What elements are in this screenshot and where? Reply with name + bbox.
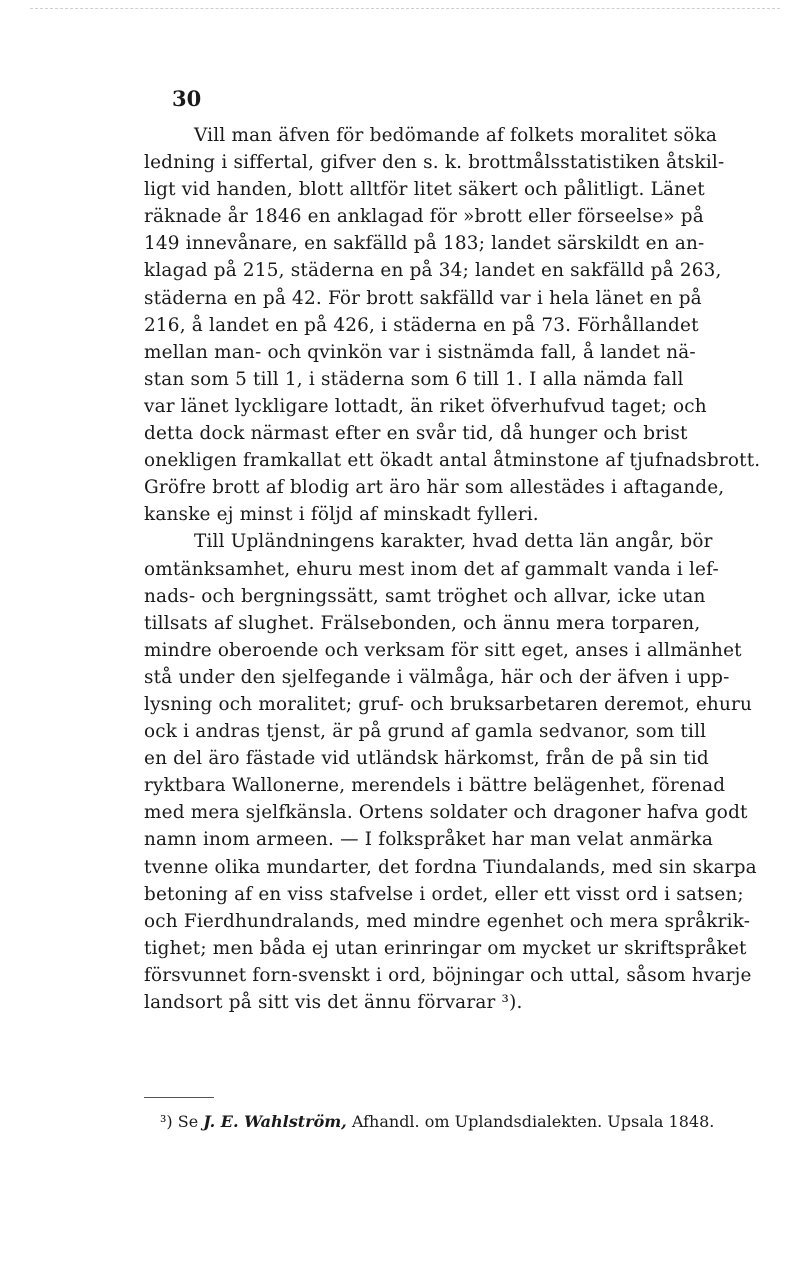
text-line: tighet; men båda ej utan erinringar om mycket ur skriftspråket [144, 937, 747, 959]
text-line: kanske ej minst i följd af minskadt fylleri. [144, 504, 539, 526]
text-line: ryktbara Wallonerne, merendels i bättre belägenhet, förenad [144, 775, 726, 797]
footnote-prefix: Se [177, 1112, 199, 1131]
text-line: lysning och moralitet; gruf- och bruksarbetaren deremot, ehuru [144, 693, 753, 715]
text-line: nads- och bergningssätt, samt tröghet och allvar, icke utan [144, 585, 706, 607]
footnote-divider [144, 1097, 214, 1098]
page-number: 30 [172, 86, 202, 111]
text-line: Gröfre brott af blodig art äro här som allestädes i aftagande, [144, 477, 725, 499]
footnote [160, 1112, 714, 1131]
footnote-author: J. E. Wahlström, [203, 1112, 347, 1131]
text-line: landsort på sitt vis det ännu förvarar ³). [144, 992, 523, 1013]
page-top-edge [30, 8, 780, 9]
text-line: ligt vid handen, blott alltför litet säkert och pålitligt. Länet [144, 179, 705, 201]
text-line: tvenne olika mundarter, det fordna Tiundalands, med sin skarpa [144, 856, 757, 878]
text-line: stå under den sjelfegande i välmåga, här och der äfven i upp- [144, 666, 730, 688]
text-line: klagad på 215, städerna en på 34; landet en sakfälld på 263, [144, 260, 722, 282]
text-line: en del äro fästade vid utländsk härkomst, från de på sin tid [144, 748, 709, 770]
text-line: och Fierdhundralands, med mindre egenhet och mera språkrik- [144, 910, 751, 932]
text-line: 216, å landet en på 426, i städerna en på 73. Förhållandet [144, 314, 699, 336]
text-line: tillsats af slughet. Frälsebonden, och ännu mera torparen, [144, 612, 701, 634]
text-line: onekligen framkallat ett ökadt antal åtminstone af tjufnadsbrott. [144, 450, 761, 472]
text-line: betoning af en viss stafvelse i ordet, eller ett visst ord i satsen; [144, 883, 744, 905]
text-line: med mera sjelfkänsla. Ortens soldater och dragoner hafva godt [144, 802, 748, 824]
text-line: städerna en på 42. För brott sakfälld var i hela länet en på [144, 287, 702, 309]
text-line: ledning i siffertal, gifver den s. k. brottmålsstatistiken åtskil- [144, 152, 725, 174]
text-line: räknade år 1846 en anklagad för »brott eller förseelse» på [144, 206, 704, 228]
text-line: försvunnet forn-svenskt i ord, böjningar och uttal, såsom hvarje [144, 964, 752, 986]
body-text [144, 122, 761, 1016]
footnote-marker: ³) [160, 1112, 173, 1131]
text-line: 149 innevånare, en sakfälld på 183; landet särskildt en an- [144, 233, 705, 255]
text-line: ock i andras tjenst, är på grund af gamla sedvanor, som till [144, 721, 707, 743]
text-line: stan som 5 till 1, i städerna som 6 till 1. I alla nämda fall [144, 368, 684, 390]
text-line: Till Upländningens karakter, hvad detta län angår, bör [194, 531, 713, 553]
text-line: namn inom armeen. — I folkspråket har man velat anmärka [144, 829, 714, 851]
text-line: omtänksamhet, ehuru mest inom det af gammalt vanda i lef- [144, 558, 719, 580]
text-line: detta dock närmast efter en svår tid, då hunger och brist [144, 423, 688, 445]
footnote-reference: Afhandl. om Uplandsdialekten. Upsala 1848. [351, 1112, 715, 1131]
text-line: mindre oberoende och verksam för sitt eget, anses i allmänhet [144, 639, 742, 661]
text-line: mellan man- och qvinkön var i sistnämda fall, å landet nä- [144, 341, 696, 363]
text-line: Vill man äfven för bedömande af folkets moralitet söka [194, 125, 718, 146]
text-line: var länet lyckligare lottadt, än riket öfverhufvud taget; och [144, 395, 707, 417]
